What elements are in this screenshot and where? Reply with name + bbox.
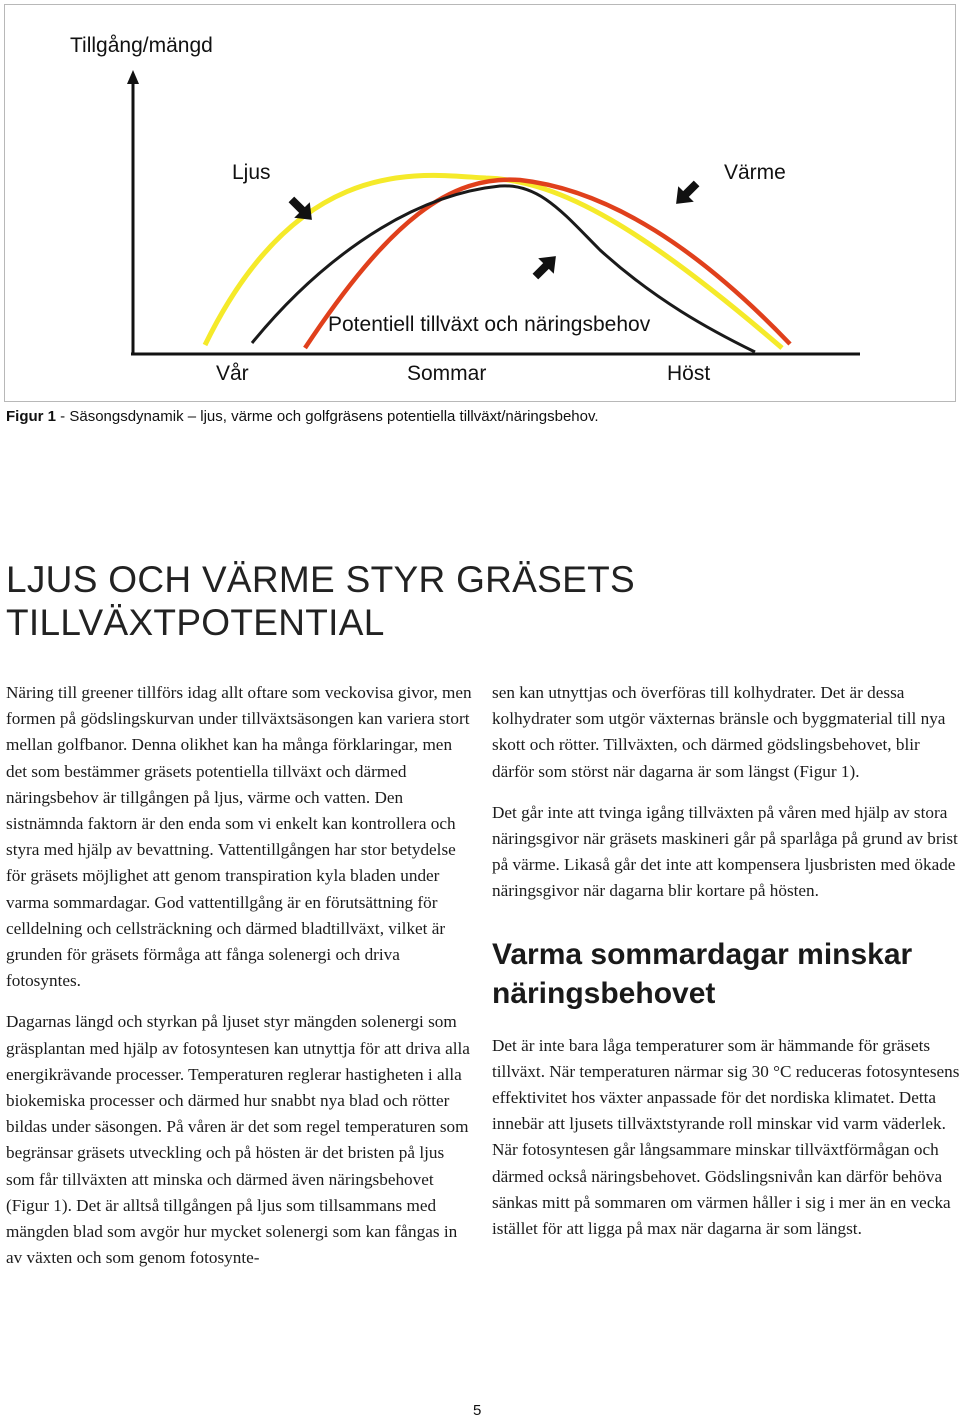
left-paragraph-1: Näring till greener tillförs idag allt oftare som veckovisa givor, men formen på gödslingskurvan under tillväxtsäsongen kan variera stort mellan golfbanor. Denna olikhet kan ha många förklaringar, men det som bestämmer gräsets potentiella tillväxt och därmed näringsbehov är tillgången på ljus, värme och vatten. Den sistnämnda faktorn är den enda som vi enkelt kan kontrollera och styra med hjälp av bevattning. Vattentillgången har stor betydelse för gräsets möjlighet att genom transpiration kyla bladen under varma sommardagar. God vattentillgång är en förutsättning för celldelning och cellsträckning och därmed bladtillväxt, vilket är grunden för gräsets förmåga att fånga solenergi och driva fotosyntes. bbox=[6, 683, 472, 991]
sub-heading: Varma sommardagar minskar näringsbehovet bbox=[492, 937, 913, 1010]
arrow-heat-icon bbox=[668, 176, 704, 212]
y-axis-label: Tillgång/mängd bbox=[70, 34, 213, 57]
seasonal-dynamics-diagram bbox=[0, 0, 960, 402]
caption-text: - Säsongsdynamik – ljus, värme och golfgräsens potentiella tillväxt/näringsbehov. bbox=[56, 408, 599, 425]
left-column bbox=[6, 680, 476, 1271]
main-heading: LJUS OCH VÄRME STYR GRÄSETS TILLVÄXTPOTENTIAL bbox=[6, 559, 635, 643]
season-summer-label: Sommar bbox=[407, 362, 487, 385]
page-number: 5 bbox=[473, 1402, 482, 1419]
figure-caption bbox=[6, 408, 926, 425]
light-label: Ljus bbox=[232, 161, 271, 184]
season-autumn-label: Höst bbox=[667, 362, 711, 385]
caption-label: Figur 1 bbox=[6, 408, 57, 425]
heat-label: Värme bbox=[724, 161, 786, 184]
growth-label: Potentiell tillväxt och näringsbehov bbox=[328, 313, 651, 336]
right-paragraph-3: Det är inte bara låga temperaturer som är hämmande för gräsets tillväxt. När temperaturen närmar sig 30 °C reduceras fotosyntesens effektivitet hos växter anpassade för det nordiska klimatet. Detta innebär att ljusets tillväxtstyrande roll minskar vid varm väderlek. När fotosyntesen går långsammare minskar tillväxtförmågan och därmed också näringsbehovet. Gödslingsnivån kan därför behöva sänkas mitt på sommaren om värmen håller i sig i mer än en vecka istället för att ligga på max när dagarna är som längst. bbox=[492, 1035, 960, 1239]
right-paragraph-1: sen kan utnyttjas och överföras till kolhydrater. Det är dessa kolhydrater som utgör växternas bränsle och byggmaterial till nya skott och rötter. Tillväxten, och därmed gödslingsbehovet, blir därför som störst när dagarna är som längst (Figur 1). bbox=[492, 683, 946, 781]
left-paragraph-2: Dagarnas längd och styrkan på ljuset styr mängden solenergi som gräsplantan med hjälp av fotosyntesen kan utnyttja för att driva alla energikrävande processer. Temperaturen reglerar hastigheten i alla biokemiska processer och därmed hur snabbt nya blad och rötter bildas under säsongen. På våren är det som regel temperaturen som begränsar gräsets utveckling och på hösten är det bristen på ljus som får tillväxten att minska och därmed även näringsbehovet (Figur 1). Det är alltså tillgången på ljus som tillsammans med mängden blad som avgör hur mycket solenergi som kan fångas in av växten och som genom fotosynte- bbox=[6, 1012, 470, 1268]
right-paragraph-2: Det går inte att tvinga igång tillväxten på våren med hjälp av stora näringsgivor när gräsets maskineri går på sparlåga på grund av brist på värme. Likaså går det inte att kompensera ljusbristen med ökade näringsgivor när dagarna blir kortare på hösten. bbox=[492, 802, 958, 901]
right-column bbox=[492, 680, 960, 1242]
season-spring-label: Vår bbox=[216, 362, 249, 385]
y-axis-arrowhead bbox=[127, 70, 139, 84]
arrow-growth-icon bbox=[528, 248, 564, 284]
